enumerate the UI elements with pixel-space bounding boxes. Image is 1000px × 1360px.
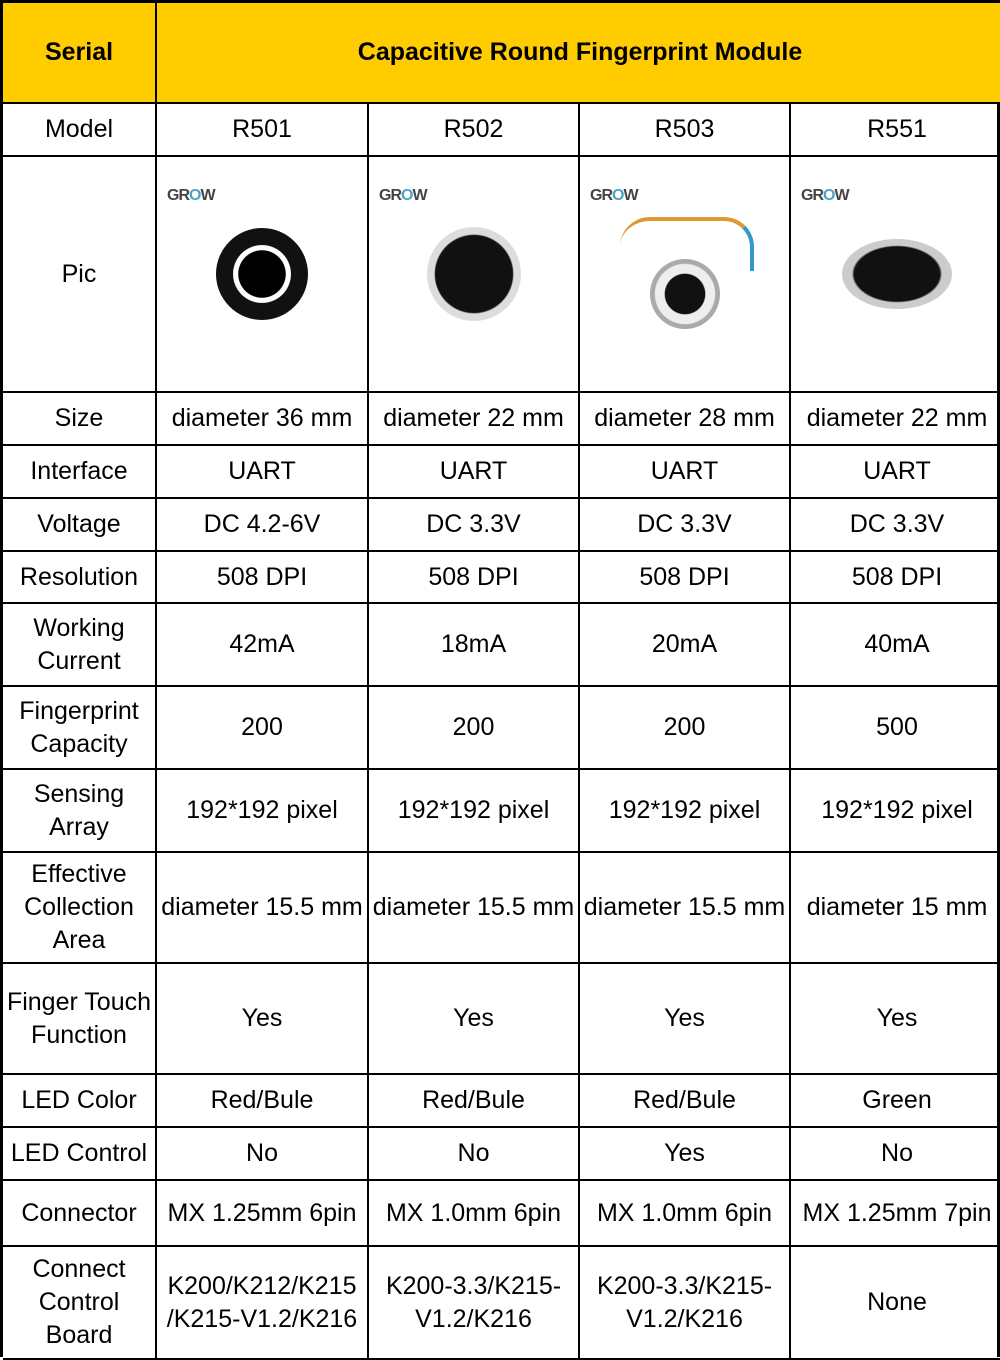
grow-logo: GROW xyxy=(379,187,427,204)
model-cell: R501 xyxy=(157,104,369,157)
finger-touch-function-cell: Yes xyxy=(580,964,791,1075)
fingerprint-capacity-cell: 500 xyxy=(791,687,1000,770)
connect-control-board-cell: None xyxy=(791,1247,1000,1360)
connector-cell: MX 1.0mm 6pin xyxy=(580,1181,791,1247)
row-label-pic: Pic xyxy=(3,157,157,393)
row-label-voltage: Voltage xyxy=(3,499,157,552)
finger-touch-function-cell: Yes xyxy=(369,964,580,1075)
grow-logo: GROW xyxy=(590,187,638,204)
row-label-led-color: LED Color xyxy=(3,1075,157,1128)
led-color-cell: Green xyxy=(791,1075,1000,1128)
pic-cell-r551 xyxy=(791,157,1000,393)
sensing-array-cell: 192*192 pixel xyxy=(791,770,1000,853)
row-label-connector: Connector xyxy=(3,1181,157,1247)
row-label-sensing-array: Sensing Array xyxy=(3,770,157,853)
led-color-cell: Red/Bule xyxy=(369,1075,580,1128)
interface-cell: UART xyxy=(157,446,369,499)
interface-cell: UART xyxy=(791,446,1000,499)
voltage-cell: DC 3.3V xyxy=(369,499,580,552)
sensing-array-cell: 192*192 pixel xyxy=(369,770,580,853)
resolution-cell: 508 DPI xyxy=(157,552,369,604)
working-current-cell: 18mA xyxy=(369,604,580,687)
resolution-cell: 508 DPI xyxy=(791,552,1000,604)
connector-cell: MX 1.0mm 6pin xyxy=(369,1181,580,1247)
pic-cell-r503 xyxy=(580,157,791,393)
row-label-fingerprint-capacity: Fingerprint Capacity xyxy=(3,687,157,770)
size-cell: diameter 36 mm xyxy=(157,393,369,446)
connector-cell: MX 1.25mm 7pin xyxy=(791,1181,1000,1247)
row-label-model: Model xyxy=(3,104,157,157)
connector-cell: MX 1.25mm 6pin xyxy=(157,1181,369,1247)
working-current-cell: 20mA xyxy=(580,604,791,687)
model-cell: R502 xyxy=(369,104,580,157)
effective-collection-area-cell: diameter 15.5 mm xyxy=(369,853,580,964)
interface-cell: UART xyxy=(369,446,580,499)
row-label-connect-control-board: Connect Control Board xyxy=(3,1247,157,1360)
size-cell: diameter 28 mm xyxy=(580,393,791,446)
working-current-cell: 40mA xyxy=(791,604,1000,687)
fingerprint-capacity-cell: 200 xyxy=(369,687,580,770)
header-title: Capacitive Round Fingerprint Module xyxy=(157,3,1000,104)
interface-cell: UART xyxy=(580,446,791,499)
effective-collection-area-cell: diameter 15 mm xyxy=(791,853,1000,964)
working-current-cell: 42mA xyxy=(157,604,369,687)
effective-collection-area-cell: diameter 15.5 mm xyxy=(157,853,369,964)
row-label-size: Size xyxy=(3,393,157,446)
resolution-cell: 508 DPI xyxy=(580,552,791,604)
sensing-array-cell: 192*192 pixel xyxy=(157,770,369,853)
connect-control-board-cell: K200-3.3/K215-V1.2/K216 xyxy=(580,1247,791,1360)
finger-touch-function-cell: Yes xyxy=(791,964,1000,1075)
size-cell: diameter 22 mm xyxy=(369,393,580,446)
voltage-cell: DC 4.2-6V xyxy=(157,499,369,552)
pic-cell-r501 xyxy=(157,157,369,393)
grow-logo: GROW xyxy=(801,187,849,204)
r503-module-image xyxy=(650,259,720,329)
r502-module-image xyxy=(427,227,521,321)
pic-cell-r502 xyxy=(369,157,580,393)
row-label-effective-collection-area: Effective Collection Area xyxy=(3,853,157,964)
led-control-cell: No xyxy=(369,1128,580,1181)
r501-module-image xyxy=(216,228,308,320)
row-label-working-current: Working Current xyxy=(3,604,157,687)
row-label-interface: Interface xyxy=(3,446,157,499)
led-color-cell: Red/Bule xyxy=(157,1075,369,1128)
led-control-cell: Yes xyxy=(580,1128,791,1181)
row-label-led-control: LED Control xyxy=(3,1128,157,1181)
effective-collection-area-cell: diameter 15.5 mm xyxy=(580,853,791,964)
finger-touch-function-cell: Yes xyxy=(157,964,369,1075)
connect-control-board-cell: K200-3.3/K215-V1.2/K216 xyxy=(369,1247,580,1360)
r551-module-image xyxy=(842,239,952,309)
resolution-cell: 508 DPI xyxy=(369,552,580,604)
voltage-cell: DC 3.3V xyxy=(580,499,791,552)
sensing-array-cell: 192*192 pixel xyxy=(580,770,791,853)
led-control-cell: No xyxy=(157,1128,369,1181)
led-color-cell: Red/Bule xyxy=(580,1075,791,1128)
size-cell: diameter 22 mm xyxy=(791,393,1000,446)
model-cell: R503 xyxy=(580,104,791,157)
connect-control-board-cell: K200/K212/K215 /K215-V1.2/K216 xyxy=(157,1247,369,1360)
fingerprint-capacity-cell: 200 xyxy=(157,687,369,770)
header-serial: Serial xyxy=(3,3,157,104)
row-label-finger-touch-function: Finger Touch Function xyxy=(3,964,157,1075)
row-label-resolution: Resolution xyxy=(3,552,157,604)
voltage-cell: DC 3.3V xyxy=(791,499,1000,552)
grow-logo: GROW xyxy=(167,187,215,204)
model-cell: R551 xyxy=(791,104,1000,157)
led-control-cell: No xyxy=(791,1128,1000,1181)
fingerprint-capacity-cell: 200 xyxy=(580,687,791,770)
